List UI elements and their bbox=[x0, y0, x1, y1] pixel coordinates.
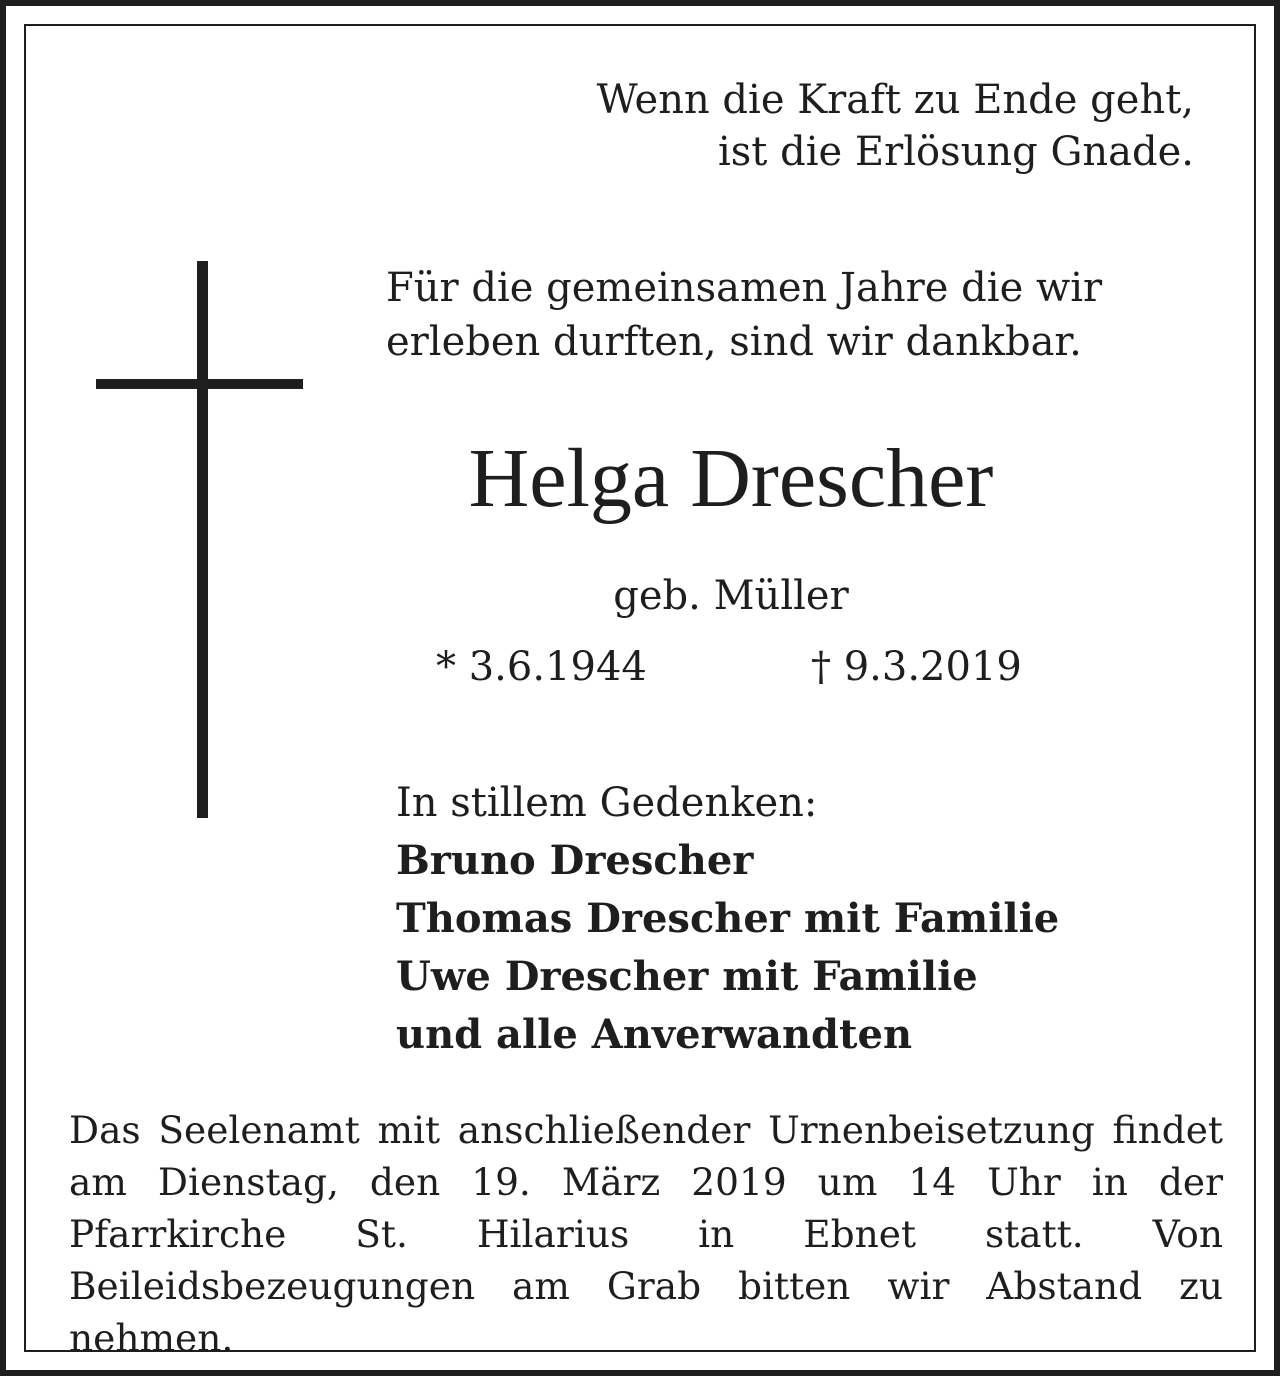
thanks-line-2: erleben durften, sind wir dankbar. bbox=[386, 319, 1082, 365]
thanks-line-1: Für die gemeinsamen Jahre die wir bbox=[386, 265, 1103, 311]
mourners-block bbox=[396, 774, 1059, 1064]
death-date: † 9.3.2019 bbox=[811, 644, 1022, 690]
motto-quote bbox=[597, 74, 1194, 178]
deceased-name: Helga Drescher bbox=[468, 432, 994, 525]
birth-name: geb. Müller bbox=[613, 573, 849, 619]
funeral-notice: Das Seelenamt mit anschließender Urnenbeisetzung findet am Dienstag, den 19. März 2019 um 14 Uhr in der Pfarrkirche St. Hilarius in Ebnet statt. Von Beileidsbezeugungen am Grab bitten wir Abstand zu nehmen. bbox=[69, 1108, 1223, 1360]
motto-line-2: ist die Erlösung Gnade. bbox=[717, 129, 1194, 175]
mourner-name: Bruno Drescher bbox=[396, 837, 754, 884]
birth-date: * 3.6.1944 bbox=[436, 644, 647, 690]
mourners-heading: In stillem Gedenken: bbox=[396, 780, 818, 826]
cross-horizontal-bar bbox=[96, 379, 303, 389]
mourner-name: und alle Anverwandten bbox=[396, 1011, 913, 1058]
motto-line-1: Wenn die Kraft zu Ende geht, bbox=[596, 77, 1194, 123]
mourner-name: Thomas Drescher mit Familie bbox=[396, 895, 1060, 942]
cross-vertical-bar bbox=[197, 261, 208, 818]
thanks-text bbox=[386, 261, 1103, 369]
mourner-name: Uwe Drescher mit Familie bbox=[396, 953, 978, 1000]
